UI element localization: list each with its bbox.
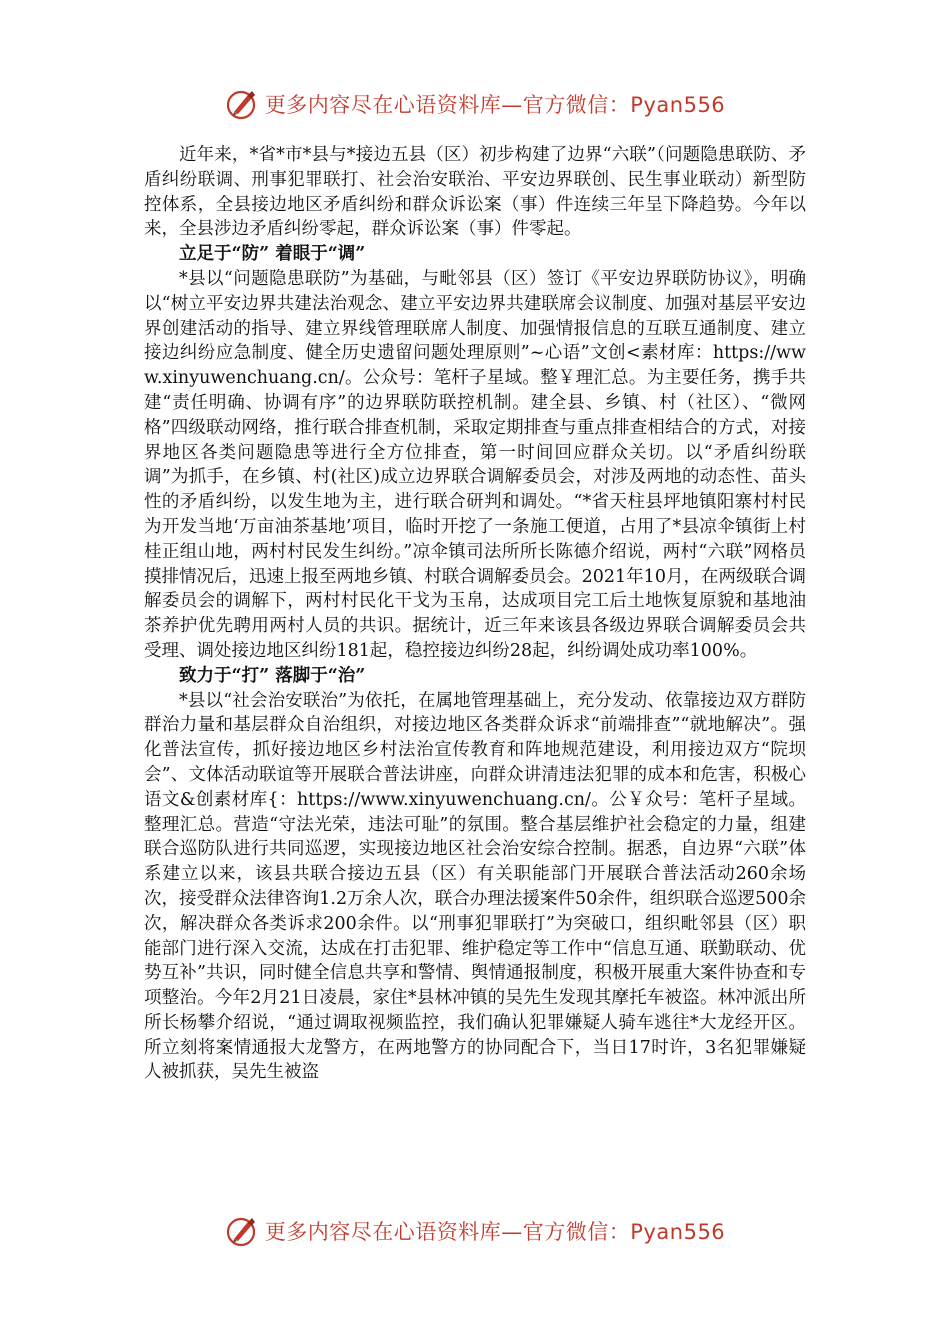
pen-circle-logo-icon — [225, 87, 259, 121]
header-banner — [0, 84, 950, 124]
section-paragraph-1: *县以“问题隐患联防”为基础，与毗邻县（区）签订《平安边界联防协议》，明确以“树立平安边界共建法治观念、建立平安边界共建联席会议制度、加强对基层平安边界创建活动的指导、建立界线管理联席人制度、加强情报信息的互联互通制度、建立接边纠纷应急制度、健全历史遗留问题处理原则”~心语”文创<素材库：https://www.xinyuwenchuang.cn/。公众号：笔杆子星域。整￥理汇总。为主要任务，携手共建“责任明确、协调有序”的边界联防联控机制。建全县、乡镇、村（社区）、“微网格”四级联动网络，推行联合排查机制，采取定期排查与重点排查相结合的方式，对接界地区各类问题隐患等进行全方位排查，第一时间回应群众关切。以“矛盾纠纷联调”为抓手，在乡镇、村(社区)成立边界联合调解委员会，对涉及两地的动态性、苗头性的矛盾纠纷，以发生地为主，进行联合研判和调处。“*省天柱县坪地镇阳寨村村民为开发当地‘万亩油茶基地’项目，临时开挖了一条施工便道，占用了*县凉伞镇街上村桂正组山地，两村村民发生纠纷。”凉伞镇司法所所长陈德介绍说，两村“六联”网格员摸排情况后，迅速上报至两地乡镇、村联合调解委员会。2021年10月，在两级联合调解委员会的调解下，两村村民化干戈为玉帛，达成项目完工后土地恢复原貌和基地油茶养护优先聘用两村人员的共识。据统计，近三年来该县各级边界联合调解委员会共受理、调处接边地区纠纷181起，稳控接边纠纷28起，纠纷调处成功率100%。 — [144, 268, 806, 661]
intro-paragraph: 近年来，*省*市*县与*接边五县（区）初步构建了边界“六联”（问题隐患联防、矛盾纠纷联调、刑事犯罪联打、社会治安联治、平安边界联创、民生事业联动）新型防控体系，全县接边地区矛盾纠纷和群众诉讼案（事）件连续三年呈下降趋势。今年以来，全县涉边矛盾纠纷零起，群众诉讼案（事）件零起。 — [144, 145, 806, 240]
pen-circle-logo-icon — [225, 1214, 259, 1248]
section-heading-2: 致力于“打” 落脚于“治” — [179, 665, 366, 686]
section-heading-1: 立足于“防” 着眼于“调” — [179, 244, 366, 265]
article-body — [144, 143, 806, 1085]
banner-text: 更多内容尽在心语资料库—官方微信：Pyan556 — [264, 1220, 726, 1244]
footer-banner — [0, 1211, 950, 1251]
section-paragraph-2: *县以“社会治安联治”为依托，在属地管理基础上，充分发动、依靠接边双方群防群治力量和基层群众自治组织，对接边地区各类群众诉求“前端排查”“就地解决”。强化普法宣传，抓好接边地区乡村法治宣传教育和阵地规范建设，利用接边双方“院坝会”、文体活动联谊等开展联合普法讲座，向群众讲清违法犯罪的成本和危害，积极心语文&创素材库{：https://www.xinyuwenchuang.cn/。公￥众号：笔杆子星域。整理汇总。营造“守法光荣，违法可耻”的氛围。整合基层维护社会稳定的力量，组建联合巡防队进行共同巡逻，实现接边地区社会治安综合控制。据悉，自边界“六联”体系建立以来，该县共联合接边五县（区）有关职能部门开展联合普法活动260余场次，接受群众法律咨询1.2万余人次，联合办理法援案件50余件，组织联合巡逻500余次，解决群众各类诉求200余件。以“刑事犯罪联打”为突破口，组织毗邻县（区）职能部门进行深入交流，达成在打击犯罪、维护稳定等工作中“信息互通、联勤联动、优势互补”共识，同时健全信息共享和警情、舆情通报制度，积极开展重大案件协查和专项整治。今年2月21日凌晨，家住*县林冲镇的吴先生发现其摩托车被盗。林冲派出所所长杨攀介绍说，“通过调取视频监控，我们确认犯罪嫌疑人骑车逃往*大龙经开区。所立刻将案情通报大龙警方，在两地警方的协同配合下，当日17时许，3名犯罪嫌疑人被抓获，吴先生被盗 — [144, 690, 806, 1083]
banner-text: 更多内容尽在心语资料库—官方微信：Pyan556 — [264, 93, 726, 117]
